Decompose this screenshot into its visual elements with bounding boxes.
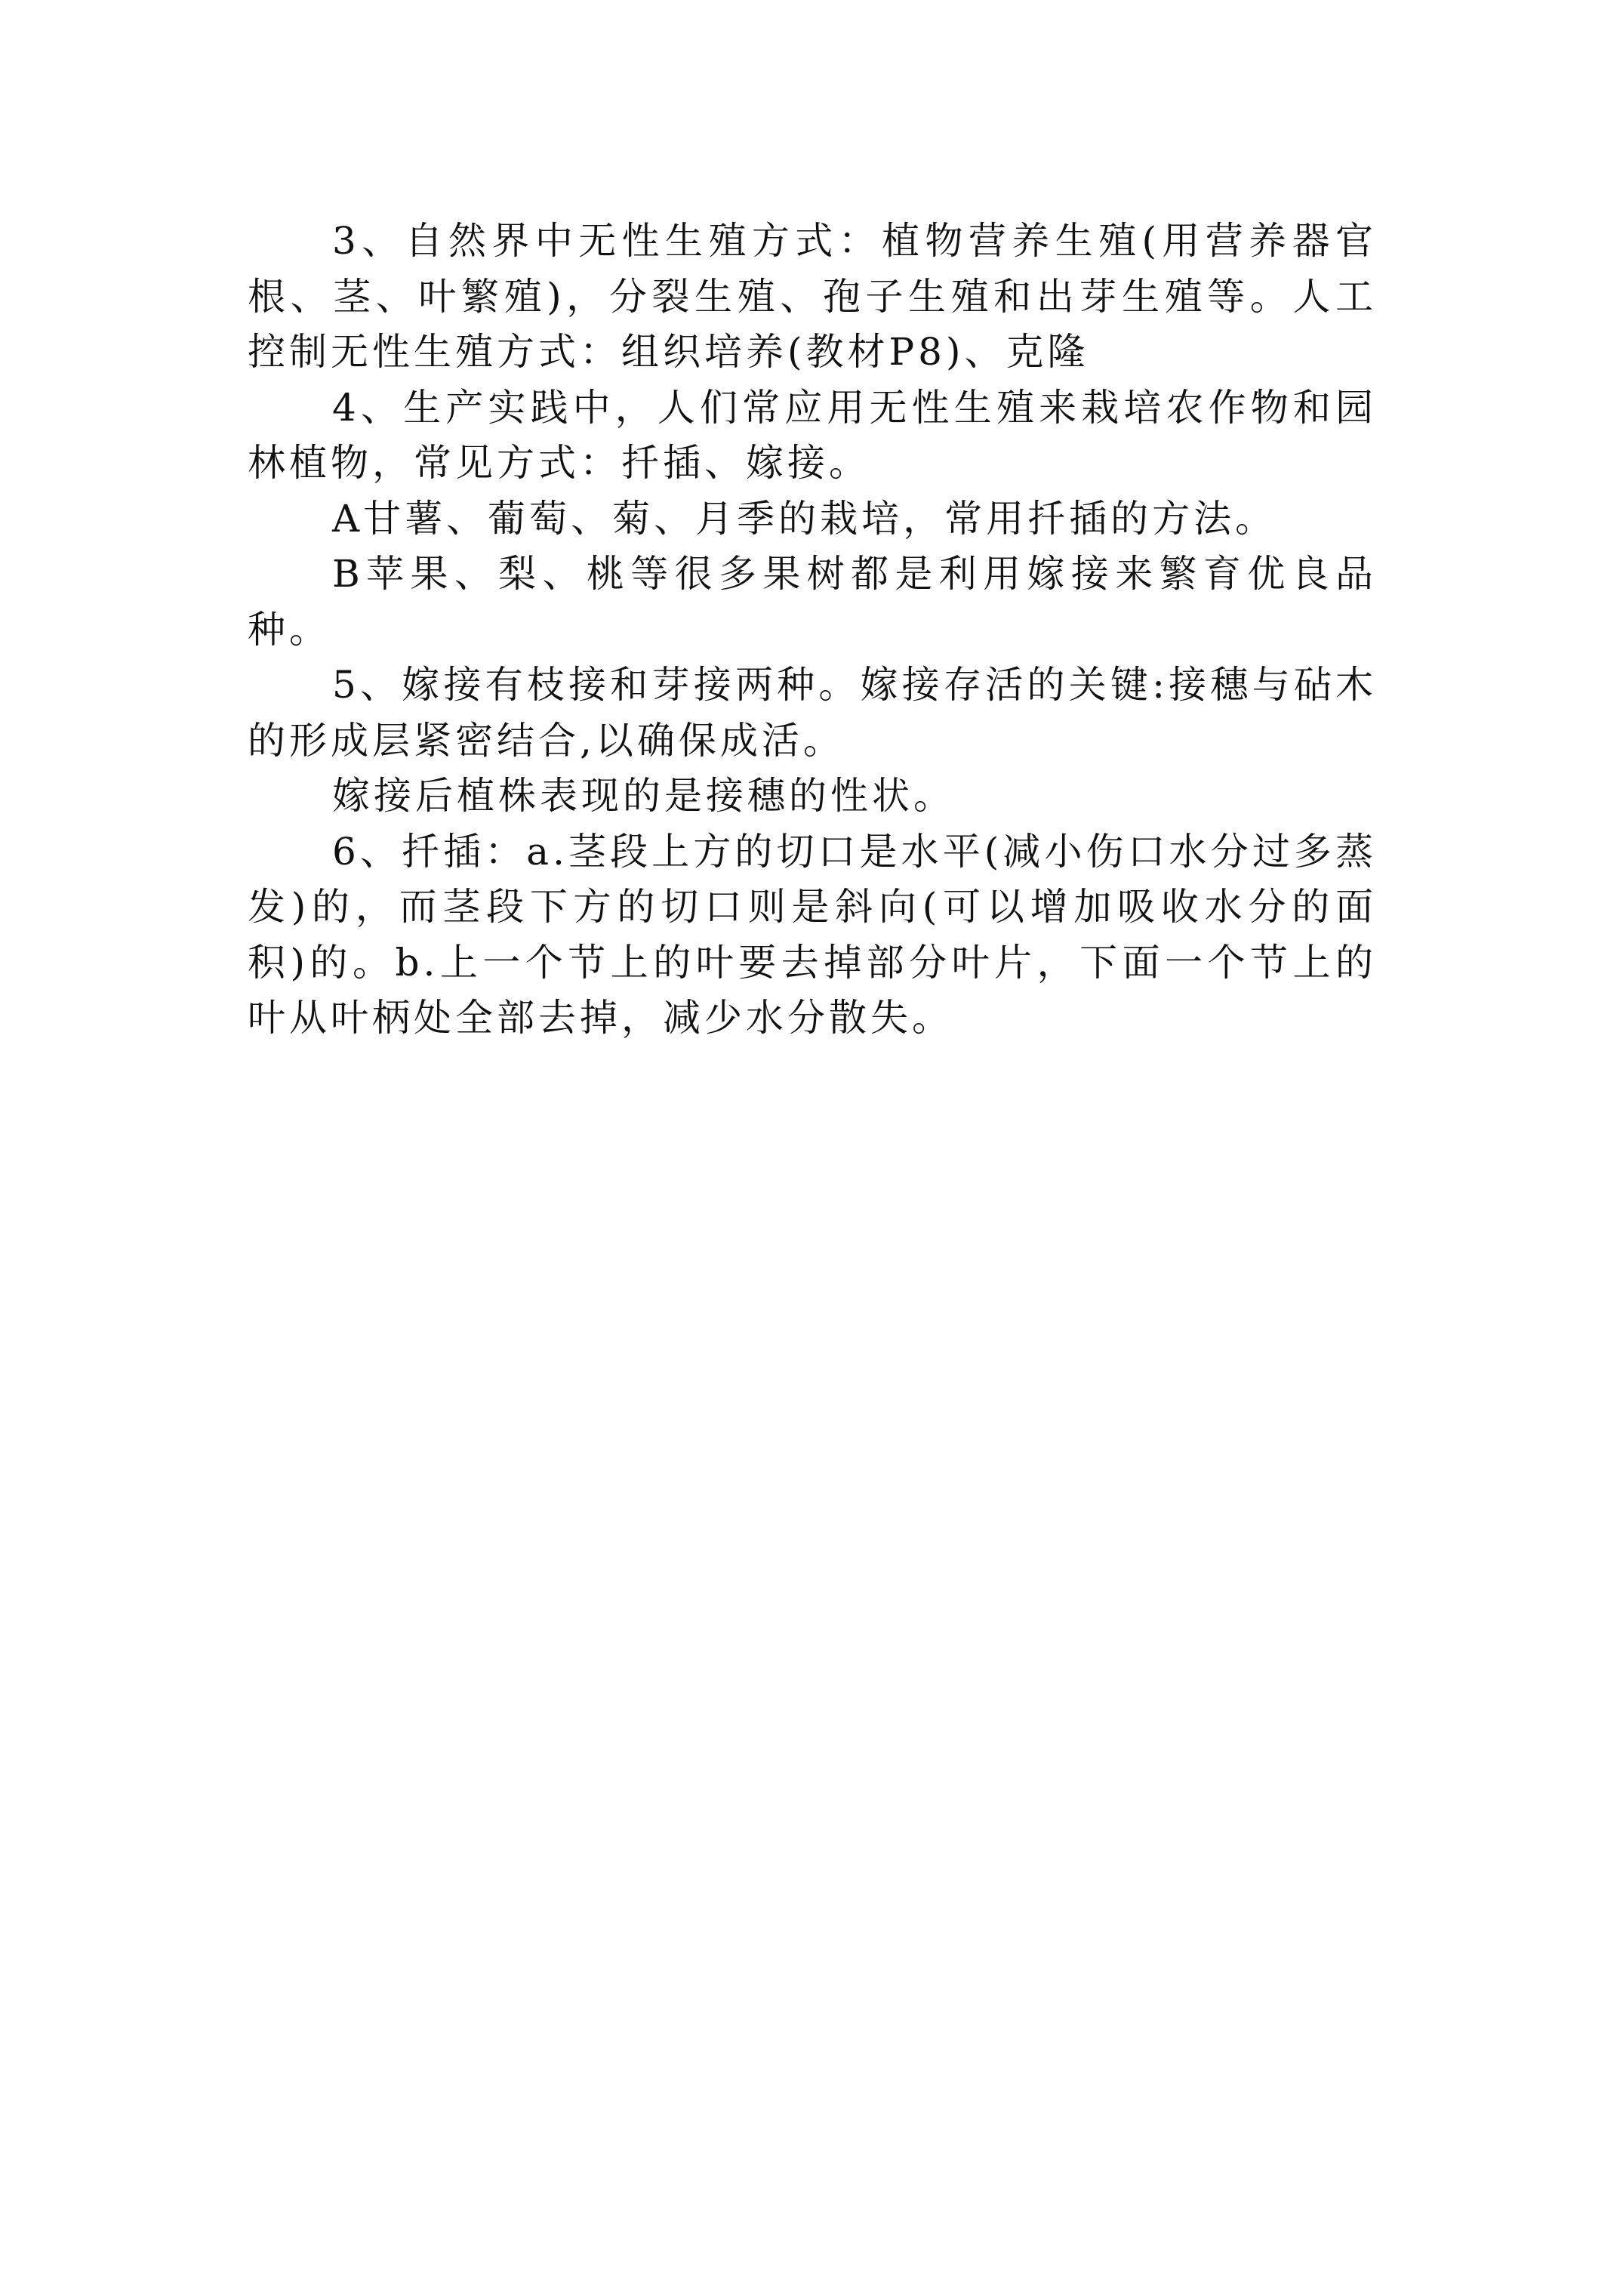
paragraph-grafting-examples: B苹果、梨、桃等很多果树都是利用嫁接来繁育优良品种。 [248,552,1377,652]
paragraph-cutting-examples: A甘薯、葡萄、菊、月季的栽培，常用扦插的方法。 [332,496,1277,541]
paragraph-grafting-key: 5、嫁接有枝接和芽接两种。嫁接存活的关键:接穗与砧木的形成层紧密结合,以确保成活。 [248,663,1377,763]
paragraph-cutting-method: 6、扦插：a.茎段上方的切口是水平(减小伤口水分过多蒸发)的，而茎段下方的切口则是斜向(可以增加吸收水分的面积)的。b.上一个节上的叶要去掉部分叶片，下面一个节上的叶从叶柄处全部去掉，减少水分散失。 [248,829,1377,1040]
paragraph-production-practice: 4、生产实践中，人们常应用无性生殖来栽培农作物和园林植物，常见方式：扦插、嫁接。 [248,385,1377,485]
document-body [248,214,1377,1046]
paragraph-asexual-reproduction-types: 3、自然界中无性生殖方式：植物营养生殖(用营养器官根、茎、叶繁殖)，分裂生殖、孢子生殖和出芽生殖等。人工控制无性生殖方式：组织培养(教材P8)、克隆 [248,219,1377,374]
paragraph-grafting-traits: 嫁接后植株表现的是接穗的性状。 [332,774,955,818]
